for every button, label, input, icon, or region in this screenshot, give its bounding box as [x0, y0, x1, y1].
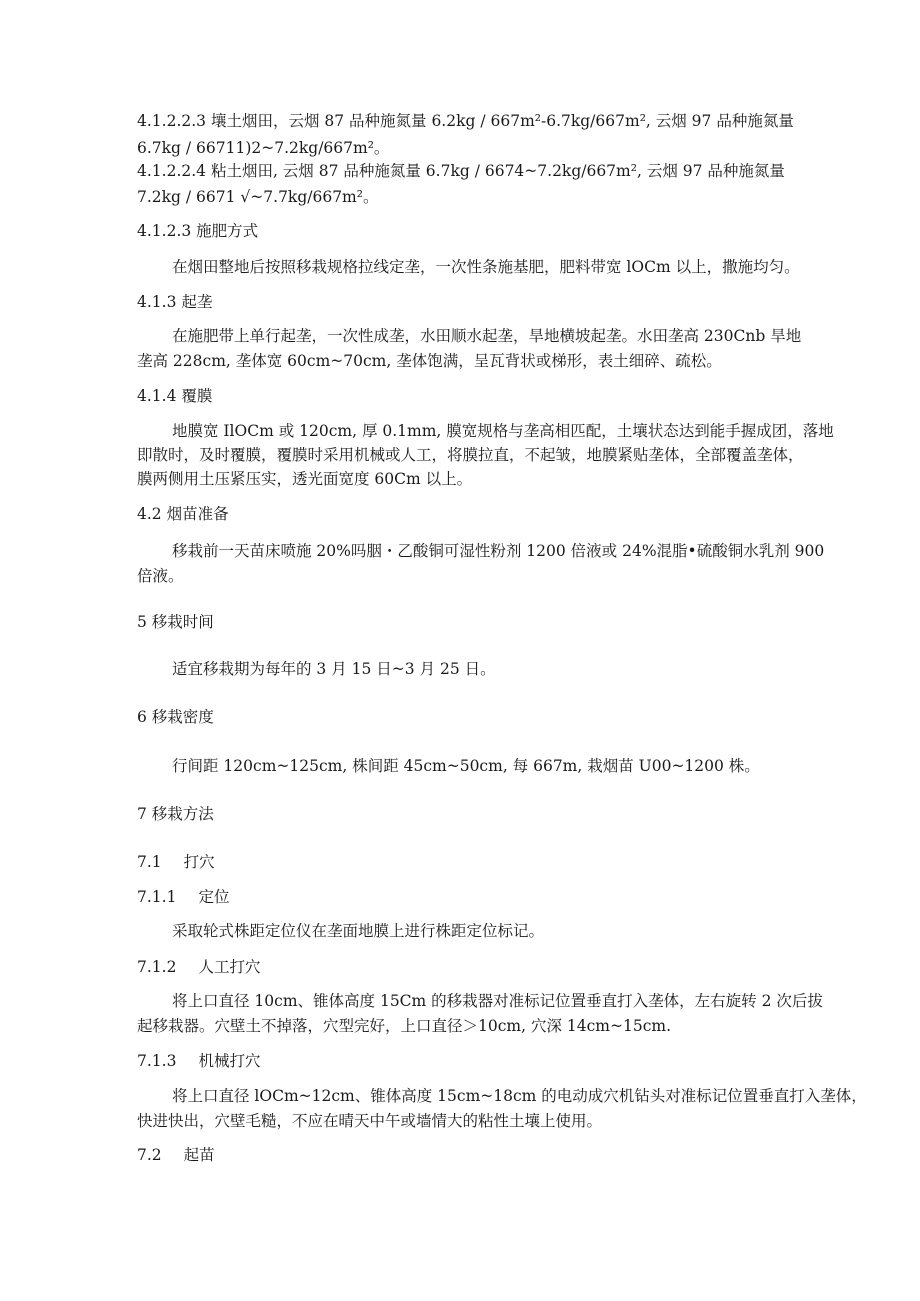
paragraph-ridging-line-1: 在施肥带上单行起垄，一次性成垄，水田顺水起垄，旱地横坡起垄。水田垄高 230Cnb 旱地 [172, 327, 802, 345]
clause-4-1-2-2-3-line-2: 6.7kg / 66711)2~7.2kg/667m²。 [137, 139, 390, 157]
paragraph-fertilizing: 在烟田整地后按照移栽规格拉线定垄，一次性条施基肥，肥料带宽 lOCm 以上，撒施均匀。 [172, 258, 800, 276]
paragraph-mulching-line-3: 膜两侧用土压紧压实，透光面宽度 60Cm 以上。 [137, 470, 473, 488]
paragraph-density: 行间距 120cm~125cm, 株间距 45cm~50cm, 每 667m, 栽烟苗 U00~1200 株。 [172, 757, 760, 775]
paragraph-mulching-line-1: 地膜宽 IlOCm 或 120cm, 厚 0.1mm, 膜宽规格与垄高相匹配，土壤状态达到能手握成团，落地 [172, 422, 834, 440]
heading-6: 6 移栽密度 [137, 708, 214, 726]
paragraph-transplant-time: 适宜移栽期为每年的 3 月 15 日~3 月 25 日。 [172, 660, 496, 678]
paragraph-machine-hole-line-2: 快进快出，穴壁毛糙，不应在晴天中午或墙情大的粘性土壤上使用。 [137, 1112, 603, 1130]
heading-7-1: 7.1 打穴 [137, 853, 215, 871]
heading-7: 7 移栽方法 [137, 805, 214, 823]
paragraph-manual-hole-line-1: 将上口直径 10cm、锥体高度 15Cm 的移栽器对准标记位置垂直打入垄体，左右旋转 2 次后拔 [172, 992, 823, 1010]
paragraph-machine-hole-line-1: 将上口直径 lOCm~12cm、锥体高度 15cm~18cm 的电动成穴机钻头对准标记位置垂直打入垄体， [172, 1087, 867, 1105]
paragraph-seedling-line-2: 倍液。 [137, 567, 184, 585]
paragraph-positioning: 采取轮式株距定位仪在垄面地膜上进行株距定位标记。 [172, 922, 545, 940]
clause-4-1-2-2-4-line-1: 4.1.2.2.4 粘土烟田, 云烟 87 品种施氮量 6.7kg / 6674~7.2kg/667m², 云烟 97 品种施氮量 [137, 162, 785, 180]
clause-4-1-2-2-3-line-1: 4.1.2.2.3 壤土烟田，云烟 87 品种施氮量 6.2kg / 667m²-6.7kg/667m², 云烟 97 品种施氮量 [137, 112, 794, 130]
paragraph-seedling-line-1: 移栽前一天苗床喷施 20%吗胭・乙酸铜可湿性粉剂 1200 倍液或 24%混脂•硫酸铜水乳剂 900 [172, 542, 825, 560]
heading-7-1-1: 7.1.1 定位 [137, 888, 230, 906]
heading-4-1-3: 4.1.3 起垄 [137, 293, 213, 311]
heading-4-1-2-3: 4.1.2.3 施肥方式 [137, 222, 259, 240]
paragraph-mulching-line-2: 即散时，及时覆膜，覆膜时采用机械或人工，将膜拉直，不起皱，地膜紧贴垄体，全部覆盖垄体， [137, 446, 804, 464]
heading-4-1-4: 4.1.4 覆膜 [137, 387, 213, 405]
heading-5: 5 移栽时间 [137, 613, 214, 631]
heading-7-1-2: 7.1.2 人工打穴 [137, 958, 261, 976]
heading-7-1-3: 7.1.3 机械打穴 [137, 1052, 261, 1070]
clause-4-1-2-2-4-line-2: 7.2kg / 6671 √~7.7kg/667m²。 [137, 188, 379, 206]
paragraph-manual-hole-line-2: 起移栽器。穴壁土不掉落，穴型完好，上口直径＞10cm, 穴深 14cm~15cm. [137, 1017, 672, 1035]
heading-7-2: 7.2 起苗 [137, 1146, 215, 1164]
paragraph-ridging-line-2: 垄高 228cm, 垄体宽 60cm~70cm, 垄体饱满，呈瓦背状或梯形，表土细碎、疏松。 [137, 352, 722, 370]
heading-4-2: 4.2 烟苗准备 [137, 505, 229, 523]
